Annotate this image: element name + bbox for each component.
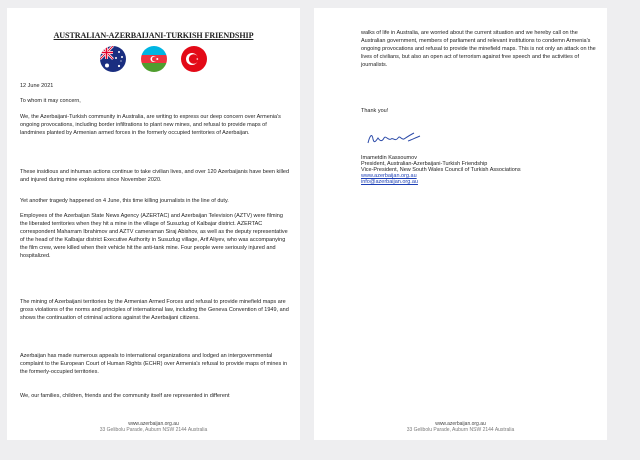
footer-address: 33 Gelibolu Parade, Auburn NSW 2144 Australia bbox=[99, 427, 208, 433]
signature-image bbox=[364, 129, 424, 149]
flag-azerbaijan-icon bbox=[141, 46, 167, 72]
flag-row bbox=[7, 46, 300, 72]
letter-paragraph: These insidious and inhuman actions continue to take civilian lives, and over 120 Azerbaijanis have been killed and injured during mine explosions since November 2020. bbox=[20, 169, 290, 183]
signatory-title-2: Vice-President, New South Wales Council of Turkish Associations bbox=[361, 167, 521, 173]
signatory-title-1: President, Australian-Azerbaijani-Turkish Friendship bbox=[361, 161, 488, 167]
letter-paragraph: The mining of Azerbaijani territories by the Armenian Armed Forces and refusal to provide minefield maps are gross violations of the norms and principles of international law, including the Geneva Convention of 1949, and shows the continuation of criminal actions against the Azerbaijani citizens. bbox=[20, 299, 289, 321]
letter-paragraph: walks of life in Australia, are worried about the current situation and we hereby call on the Australian government, members of parliament and relevant institutions to condemn Armenia's ongoing provocations and refusal to provide the minefield maps. This is not only an attack on the lives of civilians, but also an open act of terrorism against free speech and the activities of journalists. bbox=[361, 30, 596, 68]
footer-website: www.azerbaijan.org.au bbox=[435, 421, 486, 427]
letter-page-1 bbox=[7, 8, 300, 440]
letter-page-2 bbox=[314, 8, 607, 440]
footer-website: www.azerbaijan.org.au bbox=[128, 421, 179, 427]
letter-paragraph: We, our families, children, friends and the community itself are represented in different bbox=[20, 393, 230, 399]
page-footer bbox=[314, 421, 607, 433]
flag-australia-icon bbox=[100, 46, 126, 72]
letter-paragraph: Azerbaijan has made numerous appeals to international organizations and lodged an intergovernmental complaint to the European Court of Human Rights (ECHR) over Armenia's refusal to provide maps of mines in the formerly-occupied territories. bbox=[20, 353, 288, 375]
letter-date: 12 June 2021 bbox=[20, 83, 54, 89]
letter-paragraph: We, the Azerbaijani-Turkish community in Australia, are writing to express our deep concern over Armenia's ongoing provocations, including border infiltrations to plant new mines, and refusal to provide maps of landmines planted by Armenian armed forces in the formerly occupied territories of Azerbaijan. bbox=[20, 114, 281, 136]
website-link[interactable]: www.azerbaijan.org.au bbox=[361, 173, 417, 179]
letter-salutation: To whom it may concern, bbox=[20, 98, 81, 104]
letterhead-title: AUSTRALIAN-AZERBAIJANI-TURKISH FRIENDSHIP bbox=[53, 31, 254, 40]
email-link[interactable]: info@azerbaijan.org.au bbox=[361, 179, 418, 185]
signatory-name: Imametdin Kassoumov bbox=[361, 155, 417, 161]
letter-closing: Thank you! bbox=[361, 108, 389, 114]
flag-turkey-icon bbox=[181, 46, 207, 72]
letter-paragraph: Employees of the Azerbaijan State News Agency (AZERTAC) and Azerbaijan Television (AZTV) were filming the liberated territories when they hit a mine in the village of Susuzlug of Kalbajar district. AZERTAC correspondent Maharram Ibrahimov and AZTV cameraman Siraj Abishov, as well as the deputy representative of the head of the Kalbajar district Executive Authority in Susuzlug village, Arif Aliyev, who was accompanying the film crew, were killed when their vehicle hit the anti-tank mine. Four people were seriously injured and hospitalized. bbox=[20, 213, 288, 259]
footer-address: 33 Gelibolu Parade, Auburn NSW 2144 Australia bbox=[406, 427, 515, 433]
page-footer bbox=[7, 421, 300, 433]
letter-paragraph: Yet another tragedy happened on 4 June, this time killing journalists in the line of duty. bbox=[20, 198, 229, 204]
